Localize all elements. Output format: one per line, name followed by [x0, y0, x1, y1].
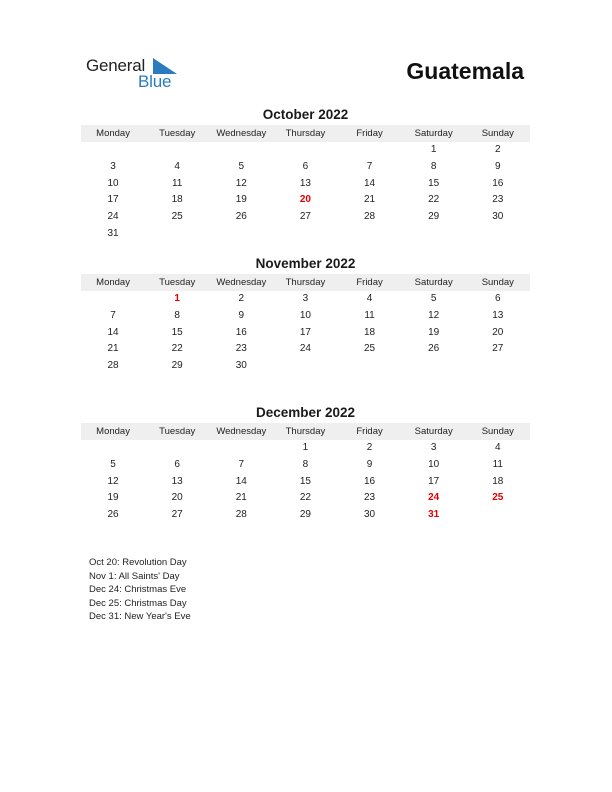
empty-day-cell [145, 226, 209, 243]
empty-day-cell [209, 226, 273, 243]
holiday-legend [89, 556, 191, 624]
empty-day-cell [402, 226, 466, 243]
week-row [81, 474, 530, 491]
weekday-label: Saturday [414, 128, 453, 139]
empty-day-cell [338, 358, 402, 375]
week-row [81, 209, 530, 226]
day-cell: 21 [107, 343, 119, 355]
empty-day-cell [338, 142, 402, 159]
day-cell: 26 [107, 509, 119, 521]
week-row [81, 490, 530, 507]
week-row [81, 341, 530, 358]
day-cell: 28 [235, 509, 247, 521]
empty-day-cell [145, 440, 209, 457]
day-cell: 14 [107, 326, 119, 338]
weekday-label: Sunday [481, 426, 514, 437]
month-title: November 2022 [255, 256, 356, 271]
weekday-label: Thursday [285, 426, 326, 437]
day-cell: 14 [235, 475, 247, 487]
weekday-label: Sunday [481, 128, 514, 139]
day-cell: 16 [492, 177, 504, 189]
week-row [81, 159, 530, 176]
day-cell: 13 [299, 177, 311, 189]
weekday-label: Wednesday [216, 128, 267, 139]
weekday-label: Tuesday [159, 426, 196, 437]
day-cell: 4 [366, 293, 373, 304]
logo-text-blue: Blue [138, 72, 172, 91]
holiday-day-cell: 1 [174, 293, 180, 304]
weekday-label: Wednesday [216, 426, 267, 437]
day-cell: 18 [364, 326, 376, 338]
week-row [81, 291, 530, 308]
day-cell: 5 [238, 160, 245, 172]
day-cell: 4 [174, 160, 180, 172]
day-cell: 13 [171, 475, 183, 487]
day-cell: 11 [364, 309, 375, 321]
day-cell: 2 [238, 293, 245, 304]
day-cell: 18 [171, 194, 183, 206]
week-row [81, 507, 530, 524]
day-cell: 24 [107, 211, 119, 223]
empty-day-cell [209, 142, 273, 159]
day-cell: 28 [107, 360, 119, 372]
logo-text-general: General [86, 56, 146, 75]
day-cell: 19 [428, 326, 440, 338]
month-december [81, 405, 530, 524]
day-cell: 6 [495, 293, 501, 304]
week-row [81, 308, 530, 325]
legend-item: Dec 31: New Year's Eve [89, 611, 191, 623]
day-cell: 20 [171, 492, 183, 504]
month-title: October 2022 [262, 107, 349, 122]
week-row [81, 358, 530, 375]
day-cell: 7 [366, 160, 373, 172]
day-cell: 18 [492, 475, 504, 487]
weekday-label: Thursday [285, 277, 326, 288]
empty-day-cell [273, 358, 337, 375]
day-cell: 24 [299, 343, 311, 355]
day-cell: 8 [430, 160, 437, 172]
day-cell: 2 [366, 442, 373, 453]
weekday-label: Monday [96, 426, 130, 437]
day-cell: 5 [430, 293, 437, 304]
empty-day-cell [209, 440, 273, 457]
day-cell: 1 [302, 442, 309, 453]
day-cell: 22 [299, 492, 311, 504]
day-cell: 17 [299, 326, 311, 338]
day-cell: 26 [428, 343, 440, 355]
day-cell: 12 [107, 475, 119, 487]
week-row [81, 192, 530, 209]
day-cell: 8 [174, 309, 180, 321]
day-cell: 6 [174, 458, 180, 470]
day-cell: 16 [235, 326, 247, 338]
day-cell: 31 [107, 227, 119, 239]
day-cell: 20 [492, 326, 504, 338]
day-cell: 7 [110, 309, 116, 321]
week-row [81, 176, 530, 193]
day-cell: 17 [107, 194, 119, 206]
weekday-label: Saturday [414, 426, 453, 437]
day-cell: 9 [238, 309, 245, 321]
day-cell: 4 [495, 442, 501, 453]
day-cell: 19 [235, 194, 247, 206]
empty-day-cell [273, 142, 337, 159]
weekday-label: Friday [356, 128, 383, 139]
week-row [81, 142, 530, 159]
day-cell: 12 [235, 177, 247, 189]
legend-item: Nov 1: All Saints' Day [89, 570, 180, 582]
day-cell: 9 [366, 458, 373, 470]
day-cell: 23 [492, 194, 504, 206]
week-row [81, 325, 530, 342]
empty-day-cell [466, 507, 530, 524]
day-cell: 22 [428, 194, 440, 206]
weekday-header [81, 125, 530, 142]
day-cell: 1 [430, 144, 437, 155]
day-cell: 10 [299, 309, 311, 321]
day-cell: 28 [364, 211, 376, 223]
week-row [81, 440, 530, 457]
empty-day-cell [81, 142, 145, 159]
day-cell: 30 [235, 360, 247, 372]
day-cell: 10 [107, 177, 119, 189]
day-cell: 15 [428, 177, 440, 189]
month-grid [81, 142, 530, 243]
day-cell: 21 [364, 194, 376, 206]
day-cell: 2 [495, 144, 501, 155]
month-october [81, 107, 530, 243]
day-cell: 13 [492, 309, 504, 321]
empty-day-cell [402, 358, 466, 375]
weekday-label: Friday [356, 277, 383, 288]
day-cell: 25 [171, 211, 183, 223]
weekday-label: Tuesday [159, 277, 196, 288]
day-cell: 17 [428, 475, 440, 487]
day-cell: 21 [235, 492, 247, 504]
day-cell: 27 [299, 211, 311, 223]
month-grid [81, 291, 530, 375]
weekday-label: Monday [96, 277, 130, 288]
day-cell: 11 [171, 177, 183, 189]
day-cell: 16 [364, 475, 376, 487]
day-cell: 7 [238, 458, 245, 470]
day-cell: 22 [171, 343, 183, 355]
weekday-label: Sunday [481, 277, 514, 288]
holiday-day-cell: 31 [428, 509, 440, 521]
empty-day-cell [466, 226, 530, 243]
day-cell: 12 [428, 309, 440, 321]
holiday-day-cell: 20 [299, 194, 311, 206]
country-title: Guatemala [406, 58, 524, 84]
legend-item: Oct 20: Revolution Day [89, 557, 187, 568]
legend-item: Dec 24: Christmas Eve [89, 584, 187, 596]
week-row [81, 457, 530, 474]
weekday-label: Tuesday [159, 128, 196, 139]
day-cell: 26 [235, 211, 247, 223]
weekday-label: Saturday [414, 277, 453, 288]
day-cell: 29 [299, 509, 311, 521]
logo [86, 56, 186, 92]
month-grid [81, 440, 530, 524]
day-cell: 19 [107, 492, 119, 504]
day-cell: 14 [364, 177, 376, 189]
day-cell: 23 [235, 343, 247, 355]
day-cell: 3 [302, 293, 309, 304]
holiday-day-cell: 24 [428, 492, 440, 504]
empty-day-cell [145, 142, 209, 159]
day-cell: 3 [110, 160, 116, 172]
day-cell: 11 [492, 458, 503, 470]
weekday-header [81, 274, 530, 291]
month-title: December 2022 [255, 405, 356, 420]
day-cell: 9 [495, 160, 501, 172]
month-november [81, 256, 530, 375]
day-cell: 8 [302, 458, 309, 470]
empty-day-cell [466, 358, 530, 375]
day-cell: 29 [428, 211, 440, 223]
day-cell: 23 [364, 492, 376, 504]
day-cell: 29 [171, 360, 183, 372]
weekday-label: Friday [356, 426, 383, 437]
day-cell: 6 [302, 160, 309, 172]
day-cell: 3 [430, 442, 437, 453]
day-cell: 10 [428, 458, 440, 470]
empty-day-cell [338, 226, 402, 243]
day-cell: 5 [110, 458, 116, 470]
holiday-day-cell: 25 [492, 492, 504, 504]
week-row [81, 226, 530, 243]
day-cell: 15 [171, 326, 183, 338]
day-cell: 30 [492, 211, 504, 223]
day-cell: 30 [364, 509, 376, 521]
day-cell: 27 [171, 509, 183, 521]
weekday-label: Wednesday [216, 277, 267, 288]
weekday-header [81, 423, 530, 440]
legend-item: Dec 25: Christmas Day [89, 597, 187, 609]
day-cell: 25 [364, 343, 376, 355]
empty-day-cell [81, 440, 145, 457]
empty-day-cell [81, 291, 145, 308]
empty-day-cell [273, 226, 337, 243]
weekday-label: Thursday [285, 128, 326, 139]
day-cell: 27 [492, 343, 504, 355]
day-cell: 15 [299, 475, 311, 487]
weekday-label: Monday [96, 128, 130, 139]
